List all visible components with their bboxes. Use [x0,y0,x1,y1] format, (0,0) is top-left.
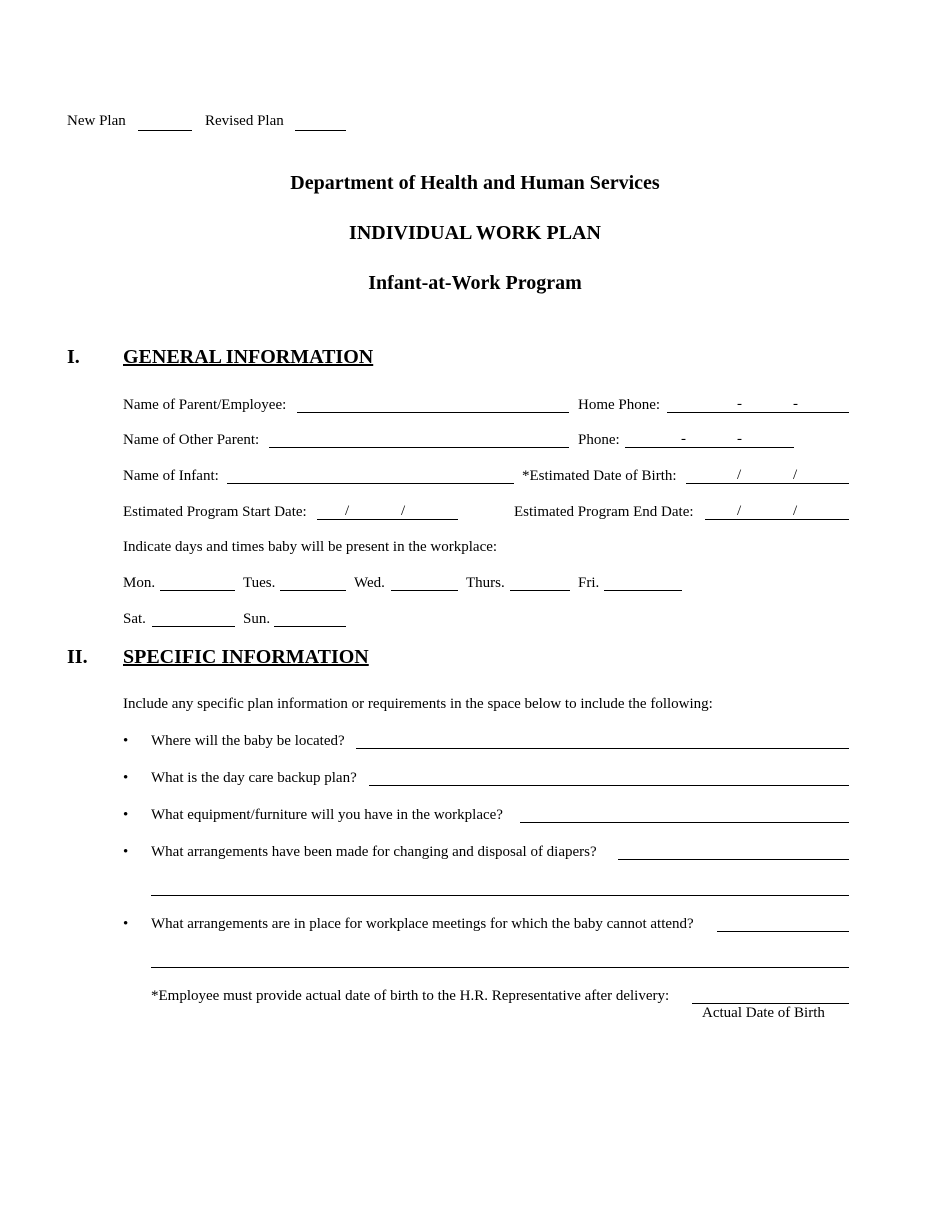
other-parent-field[interactable] [269,447,569,448]
new-plan-field[interactable] [138,130,192,131]
bullet-icon: • [123,916,129,932]
answer-diapers-continued[interactable] [151,895,849,896]
est-birth-sep-1: / [737,467,742,483]
bullet-icon: • [123,733,129,749]
section-2-title: SPECIFIC INFORMATION [123,646,369,668]
actual-dob-note: *Employee must provide actual date of birth to the H.R. Representative after delivery: [151,988,670,1004]
day-sun-field[interactable] [274,626,346,627]
home-phone-sep-1: - [737,396,742,412]
answer-meetings-continued[interactable] [151,967,849,968]
program-title: Infant-at-Work Program [368,272,582,294]
question-backup-plan: What is the day care backup plan? [151,770,357,786]
answer-backup-plan[interactable] [369,785,849,786]
start-date-field[interactable] [317,519,458,520]
day-mon-field[interactable] [160,590,235,591]
day-thu-label: Thurs. [466,575,505,591]
revised-plan-field[interactable] [295,130,346,131]
est-birth-label: *Estimated Date of Birth: [522,468,677,484]
other-parent-label: Name of Other Parent: [123,432,260,448]
end-date-field[interactable] [705,519,849,520]
question-meetings: What arrangements are in place for workplace meetings for which the baby cannot attend? [151,916,694,932]
answer-meetings[interactable] [717,931,849,932]
actual-dob-field[interactable] [692,1003,849,1004]
home-phone-field[interactable] [667,412,849,413]
bullet-icon: • [123,844,129,860]
department-heading: Department of Health and Human Services [290,172,660,194]
infant-name-label: Name of Infant: [123,468,219,484]
bullet-icon: • [123,807,129,823]
phone-sep-2: - [737,431,742,447]
question-equipment: What equipment/furniture will you have in the workplace? [151,807,503,823]
bullet-icon: • [123,770,129,786]
start-date-label: Estimated Program Start Date: [123,504,307,520]
day-fri-field[interactable] [604,590,682,591]
home-phone-label: Home Phone: [578,397,661,413]
day-sat-label: Sat. [123,611,146,627]
phone-sep-1: - [681,431,686,447]
est-birth-sep-2: / [793,467,798,483]
end-date-sep-2: / [793,503,798,519]
actual-dob-caption: Actual Date of Birth [702,1005,825,1021]
day-tue-label: Tues. [243,575,276,591]
est-birth-field[interactable] [686,483,849,484]
section-2-number: II. [67,646,88,668]
answer-baby-location[interactable] [356,748,849,749]
day-wed-field[interactable] [391,590,458,591]
day-wed-label: Wed. [354,575,385,591]
section-1-number: I. [67,346,80,368]
section-2-intro: Include any specific plan information or requirements in the space below to include the following: [123,696,713,712]
question-diapers: What arrangements have been made for changing and disposal of diapers? [151,844,597,860]
answer-diapers[interactable] [618,859,849,860]
infant-name-field[interactable] [227,483,514,484]
home-phone-sep-2: - [793,396,798,412]
end-date-sep-1: / [737,503,742,519]
answer-equipment[interactable] [520,822,849,823]
question-baby-location: Where will the baby be located? [151,733,345,749]
day-tue-field[interactable] [280,590,346,591]
day-sun-label: Sun. [243,611,271,627]
days-prompt: Indicate days and times baby will be present in the workplace: [123,539,498,555]
day-mon-label: Mon. [123,575,156,591]
parent-name-label: Name of Parent/Employee: [123,397,287,413]
parent-name-field[interactable] [297,412,569,413]
revised-plan-label: Revised Plan [205,113,284,129]
day-sat-field[interactable] [152,626,235,627]
phone-label: Phone: [578,432,620,448]
start-date-sep-2: / [401,503,406,519]
form-title: INDIVIDUAL WORK PLAN [349,222,601,244]
end-date-label: Estimated Program End Date: [514,504,694,520]
section-1-title: GENERAL INFORMATION [123,346,374,368]
day-thu-field[interactable] [510,590,570,591]
new-plan-label: New Plan [67,113,126,129]
day-fri-label: Fri. [578,575,600,591]
phone-field[interactable] [625,447,794,448]
start-date-sep-1: / [345,503,350,519]
